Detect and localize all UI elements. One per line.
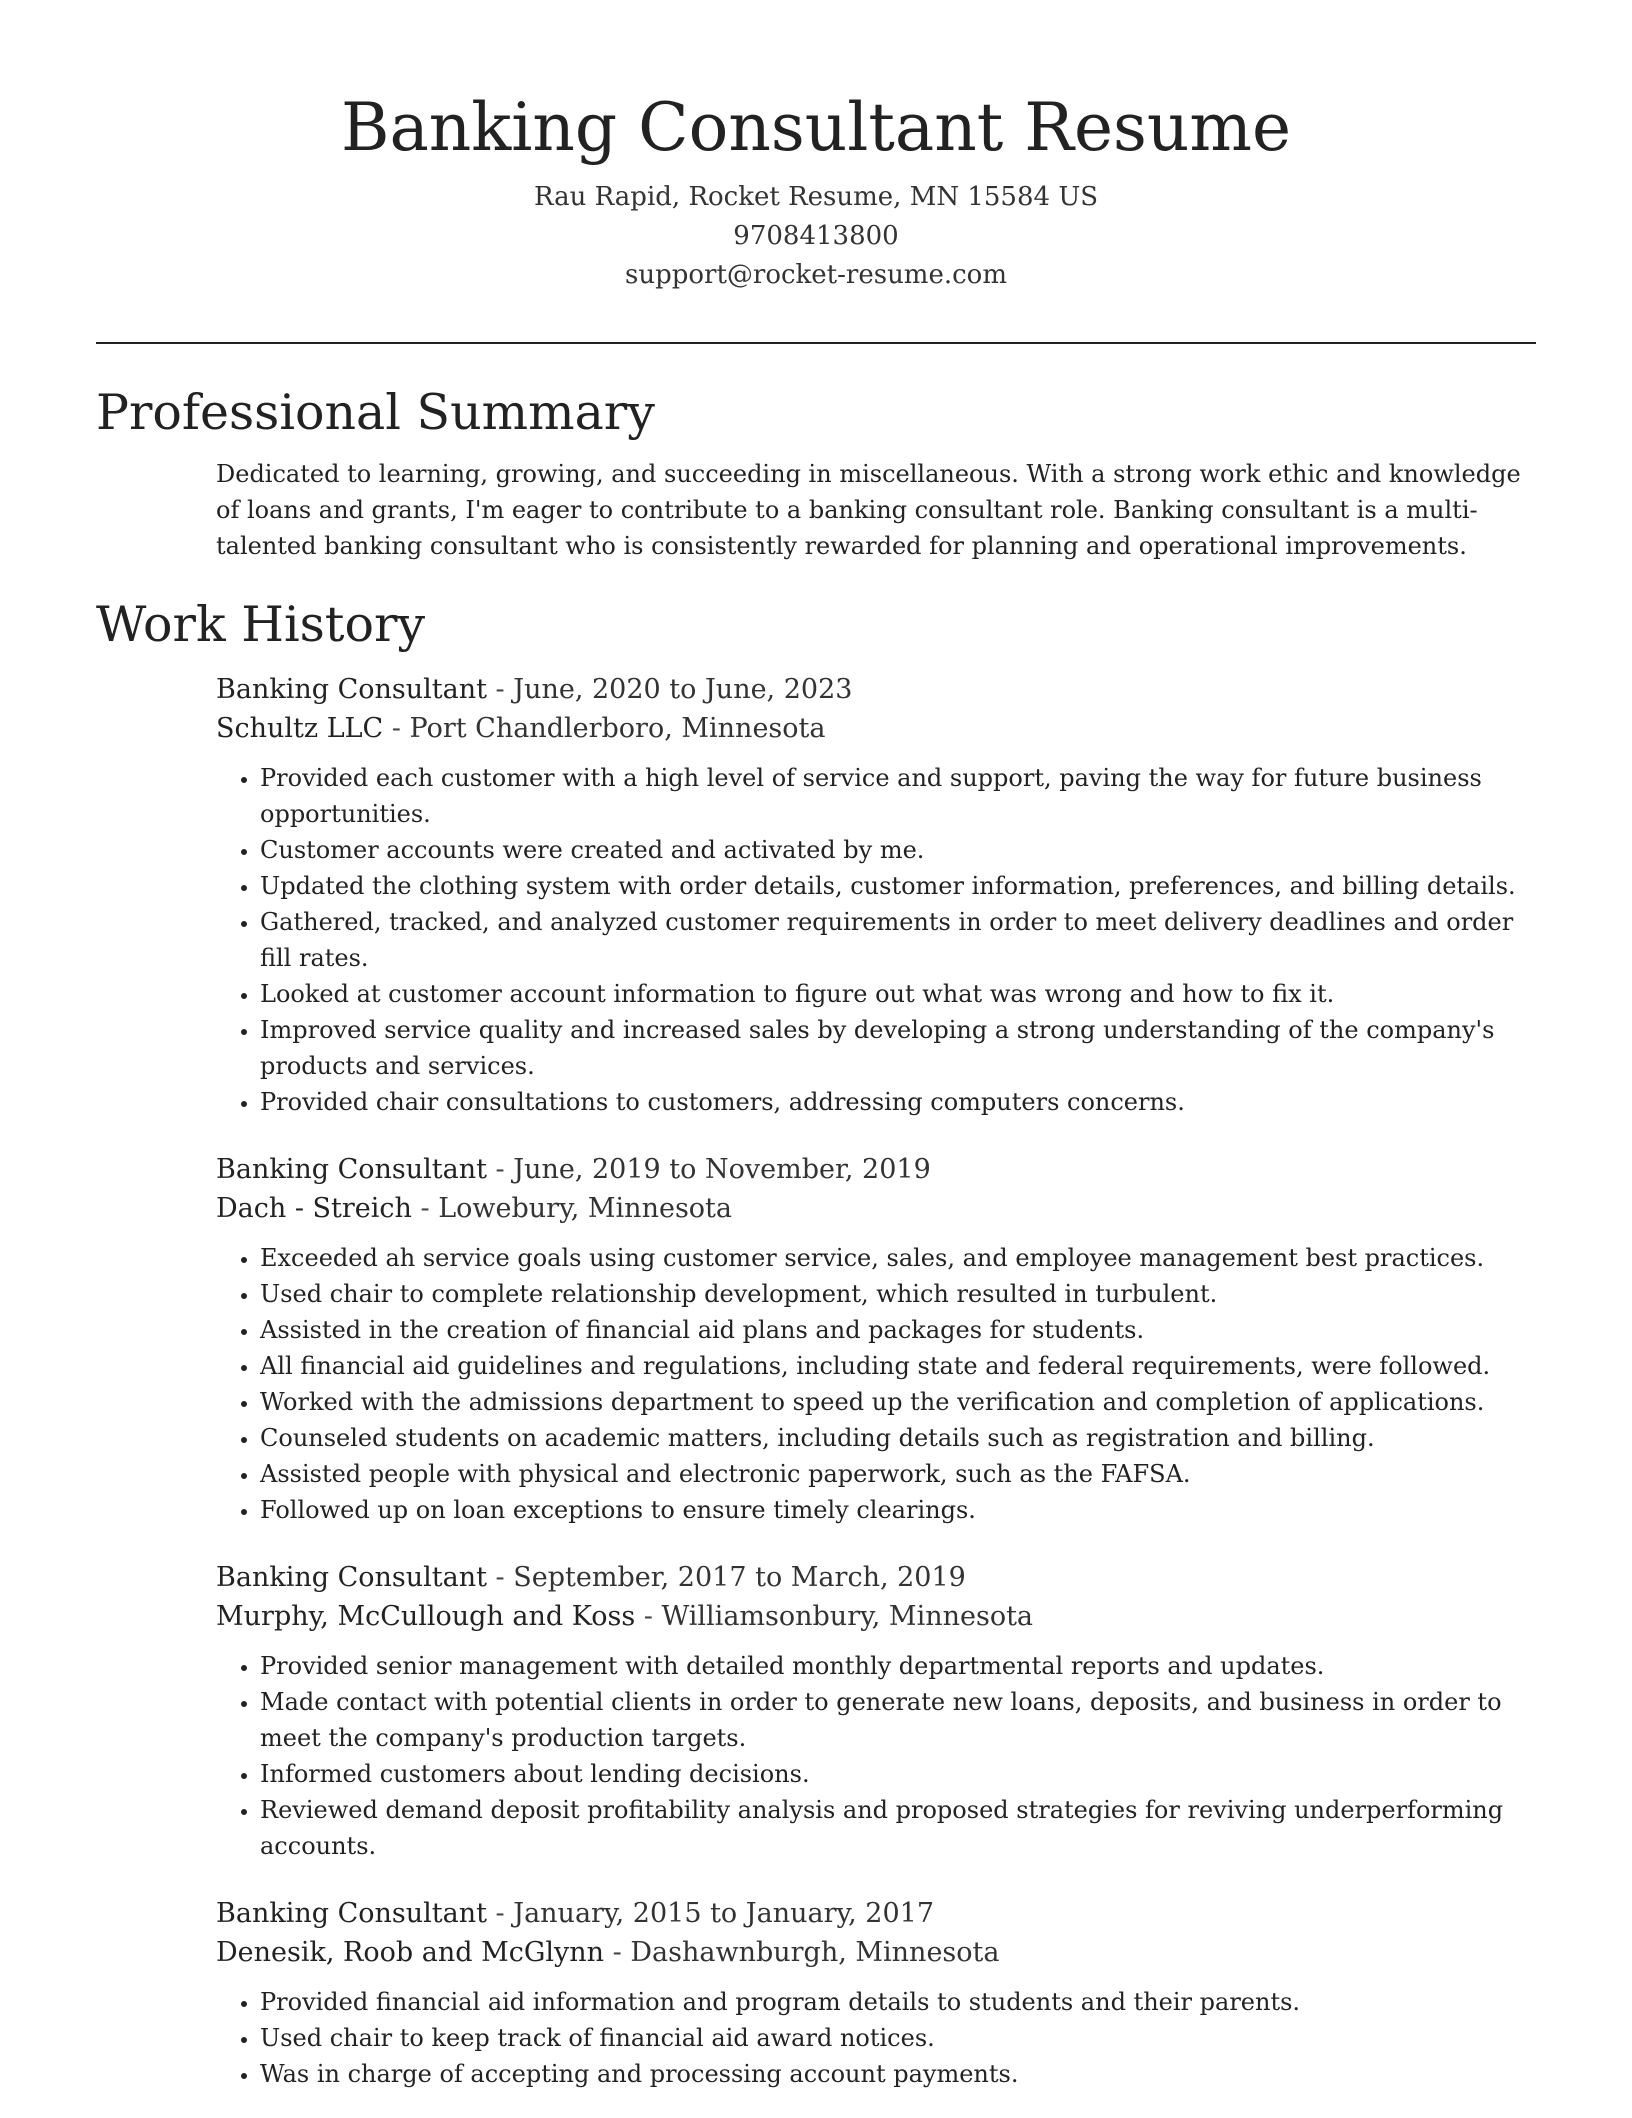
job-entry	[216, 1558, 1536, 1864]
list-item: • Looked at customer account information to figure out what was wrong and how to fix it.	[260, 976, 1536, 1012]
list-item: • Provided each customer with a high level of service and support, paving the way for future business opportunities.	[260, 760, 1536, 832]
list-item: • Gathered, tracked, and analyzed customer requirements in order to meet delivery deadlines and order fill rates.	[260, 904, 1536, 976]
list-item: • Assisted in the creation of financial aid plans and packages for students.	[260, 1312, 1536, 1348]
list-item: • Made contact with potential clients in order to generate new loans, deposits, and business in order to meet the company's production targets.	[260, 1684, 1536, 1756]
job-bullets	[216, 1984, 1536, 2092]
contact-email: support@rocket-resume.com	[624, 260, 1007, 290]
list-item: • Informed customers about lending decisions.	[260, 1756, 1536, 1792]
contact-address: Rau Rapid, Rocket Resume, MN 15584 US	[533, 182, 1099, 212]
list-item: • Used chair to keep track of financial aid award notices.	[260, 2020, 1536, 2056]
job-company: Denesik, Roob and McGlynn	[216, 1937, 605, 1968]
separator: -	[486, 1562, 514, 1593]
separator: -	[635, 1601, 662, 1632]
separator: -	[486, 674, 514, 705]
job-entry	[216, 1150, 1536, 1528]
job-location: Dashawnburgh, Minnesota	[630, 1937, 1000, 1968]
resume-title: Banking Consultant Resume	[340, 89, 1292, 166]
separator: -	[486, 1898, 514, 1929]
work-history-section	[96, 592, 1536, 2118]
work-history-heading: Work History	[96, 596, 426, 653]
summary-heading: Professional Summary	[96, 384, 655, 441]
job-title-line	[216, 670, 1536, 709]
resume-header	[0, 80, 1632, 295]
job-company: Schultz LLC	[216, 713, 384, 744]
list-item: • Provided chair consultations to customers, addressing computers concerns.	[260, 1084, 1536, 1120]
list-item: • Customer accounts were created and activated by me.	[260, 832, 1536, 868]
list-item: • Updated the clothing system with order details, customer information, preferences, and billing details.	[260, 868, 1536, 904]
job-title: Banking Consultant	[216, 1898, 487, 1929]
job-dates: June, 2020 to June, 2023	[513, 674, 853, 705]
separator: -	[604, 1937, 631, 1968]
job-bullets	[216, 1648, 1536, 1864]
job-location: Port Chandlerboro, Minnesota	[409, 713, 826, 744]
job-title: Banking Consultant	[216, 674, 487, 705]
job-company-line	[216, 709, 1536, 748]
list-item: • Worked with the admissions department to speed up the verification and completion of applications.	[260, 1384, 1536, 1420]
job-company-line	[216, 1189, 1536, 1228]
job-entry	[216, 1894, 1536, 2092]
list-item: • Reviewed demand deposit profitability analysis and proposed strategies for reviving underperforming accounts.	[260, 1792, 1536, 1864]
list-item: • Used chair to complete relationship development, which resulted in turbulent.	[260, 1276, 1536, 1312]
job-bullets	[216, 760, 1536, 1120]
job-title-line	[216, 1894, 1536, 1933]
separator: -	[486, 1154, 514, 1185]
list-item: • Exceeded ah service goals using customer service, sales, and employee management best practices.	[260, 1240, 1536, 1276]
list-item: • Assisted people with physical and electronic paperwork, such as the FAFSA.	[260, 1456, 1536, 1492]
job-company: Murphy, McCullough and Koss	[216, 1601, 636, 1632]
list-item: • Followed up on loan exceptions to ensure timely clearings.	[260, 1492, 1536, 1528]
list-item: • Counseled students on academic matters, including details such as registration and billing.	[260, 1420, 1536, 1456]
list-item: • Improved service quality and increased sales by developing a strong understanding of the company's products and services.	[260, 1012, 1536, 1084]
job-dates: June, 2019 to November, 2019	[513, 1154, 931, 1185]
job-location: Lowebury, Minnesota	[438, 1193, 733, 1224]
list-item: • All financial aid guidelines and regulations, including state and federal requirements, were followed.	[260, 1348, 1536, 1384]
separator: -	[383, 713, 410, 744]
separator: -	[411, 1193, 439, 1224]
job-list	[216, 670, 1536, 2092]
contact-phone: 9708413800	[733, 221, 899, 251]
job-company: Dach - Streich	[216, 1193, 412, 1224]
job-company-line	[216, 1933, 1536, 1972]
list-item: • Was in charge of accepting and processing account payments.	[260, 2056, 1536, 2092]
summary-text: Dedicated to learning, growing, and succeeding in miscellaneous. With a strong work ethic and knowledge of loans and grants, I'm eager to contribute to a banking consultant role. Banking consultant is a multi-talented banking consultant who is consistently rewarded for planning and operational improvements.	[216, 460, 1521, 560]
job-entry	[216, 670, 1536, 1120]
job-title: Banking Consultant	[216, 1562, 487, 1593]
job-title: Banking Consultant	[216, 1154, 487, 1185]
job-dates: January, 2015 to January, 2017	[513, 1898, 935, 1929]
job-bullets	[216, 1240, 1536, 1528]
job-dates: September, 2017 to March, 2019	[513, 1562, 966, 1593]
list-item: • Provided senior management with detailed monthly departmental reports and updates.	[260, 1648, 1536, 1684]
job-company-line	[216, 1597, 1536, 1636]
job-title-line	[216, 1558, 1536, 1597]
list-item: • Provided financial aid information and program details to students and their parents.	[260, 1984, 1536, 2020]
job-location: Williamsonbury, Minnesota	[661, 1601, 1034, 1632]
header-divider	[96, 342, 1536, 344]
summary-section	[96, 380, 1536, 564]
job-title-line	[216, 1150, 1536, 1189]
